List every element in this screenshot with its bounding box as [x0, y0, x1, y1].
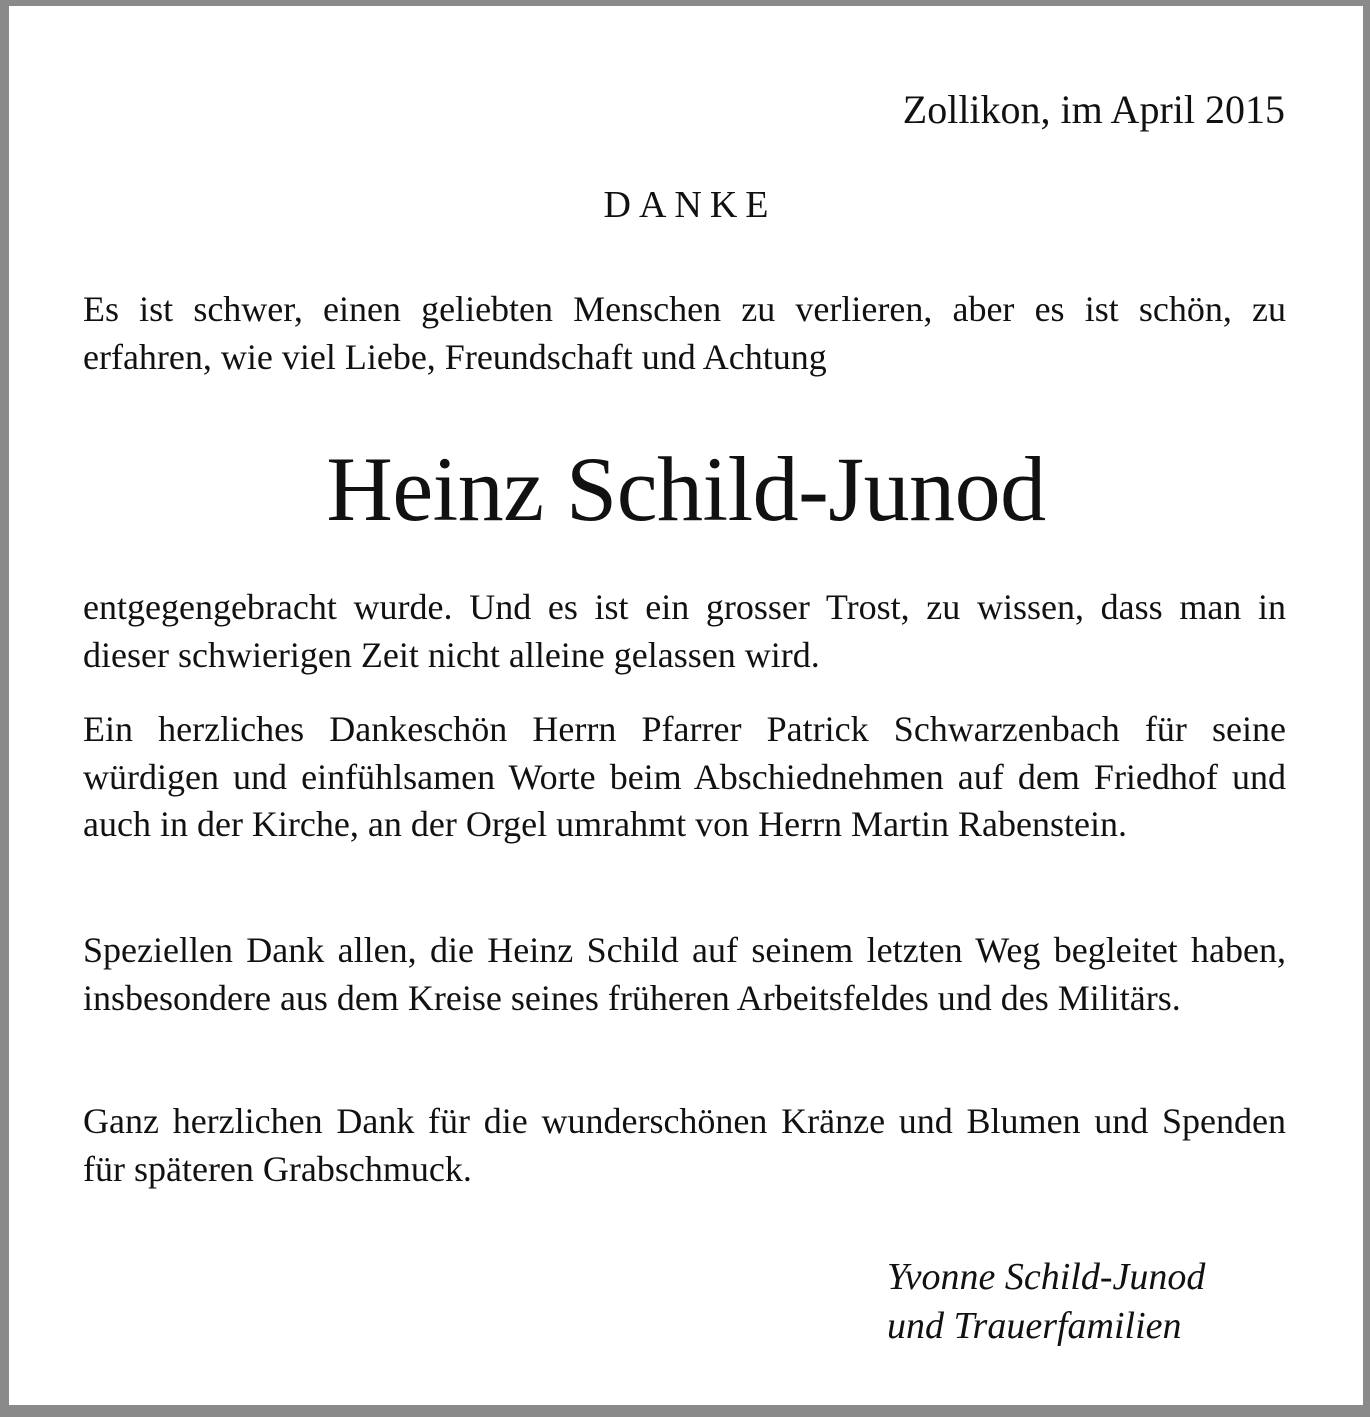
- signature-name: Yvonne Schild-Junod: [887, 1256, 1206, 1298]
- paragraph-thanks-flowers: Ganz herzlichen Dank für die wunderschönen Kränze und Blumen und Spenden für späteren Grabschmuck.: [83, 1101, 1286, 1189]
- paragraph-thanks-pastor: Ein herzliches Dankeschön Herrn Pfarrer Patrick Schwarzenbach für seine würdigen und einfühlsamen Worte beim Abschiednehmen auf dem Friedhof und auch in der Kirche, an der Orgel umrahmt von Herrn Martin Rabenstein.: [83, 709, 1286, 844]
- intro-paragraph: Es ist schwer, einen geliebten Menschen zu verlieren, aber es ist schön, zu erfahren, wie viel Liebe, Freundschaft und Achtung: [83, 289, 1286, 377]
- paragraph-thanks-companions: Speziellen Dank allen, die Heinz Schild auf seinem letzten Weg begleitet haben, insbesondere aus dem Kreise seines früheren Arbeitsfeldes und des Militärs.: [83, 930, 1286, 1018]
- notice-heading: DANKE: [603, 184, 777, 226]
- place-date: Zollikon, im April 2015: [902, 87, 1285, 132]
- deceased-name: Heinz Schild-Junod: [326, 438, 1046, 540]
- signature-family: und Trauerfamilien: [887, 1305, 1182, 1347]
- paragraph-consolation: entgegengebracht wurde. Und es ist ein grosser Trost, zu wissen, dass man in dieser schwierigen Zeit nicht alleine gelassen wird.: [83, 587, 1286, 675]
